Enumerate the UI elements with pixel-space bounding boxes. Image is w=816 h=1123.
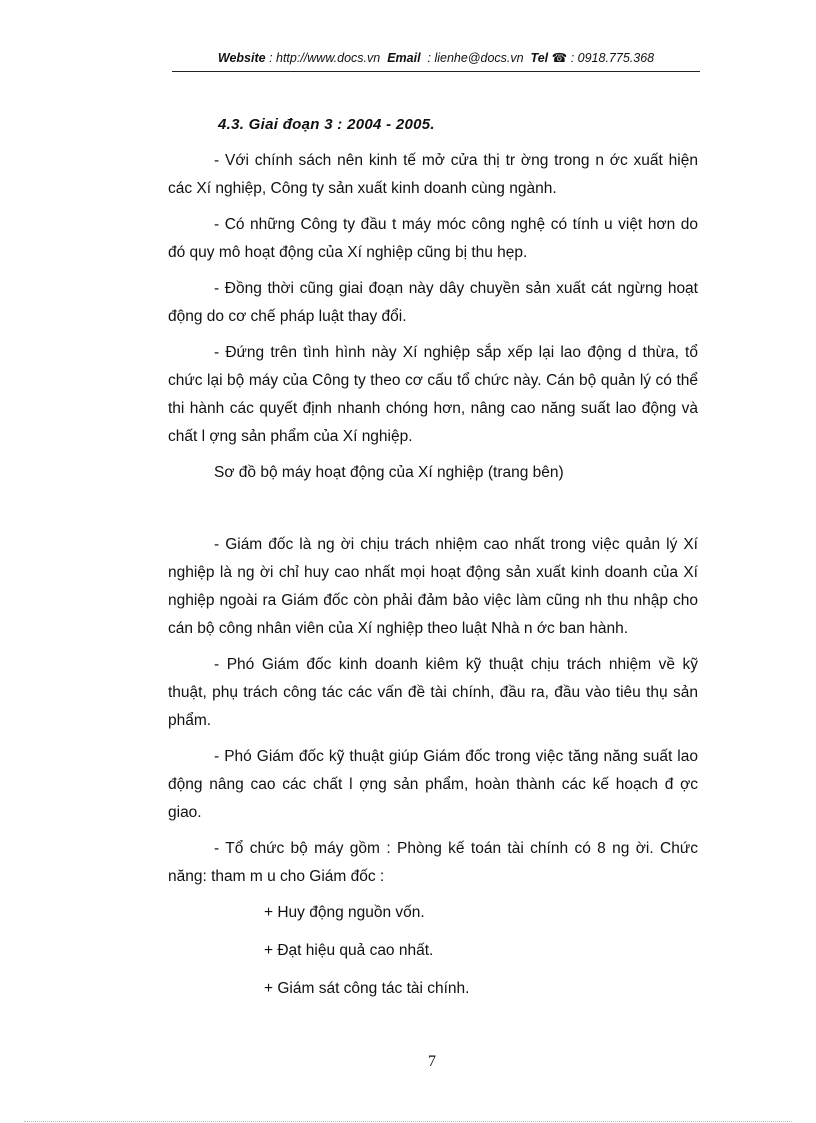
footer-divider — [24, 1121, 792, 1122]
website-value: : http://www.docs.vn — [269, 51, 381, 65]
paragraph: - Đồng thời cũng giai đoạn này dây chuyền sản xuất cát ngừng hoạt động do cơ chế pháp luật thay đổi. — [168, 280, 698, 325]
paragraph: - Có những Công ty đầu t máy móc công nghệ có tính u việt hơn do đó quy mô hoạt động của Xí nghiệp cũng bị thu hẹp. — [168, 216, 698, 261]
paragraph: - Phó Giám đốc kỹ thuật giúp Giám đốc trong việc tăng năng suất lao động nâng cao các chất l ợng sản phẩm, hoàn thành các kế hoạch đ ợc giao. — [168, 748, 698, 821]
document-body — [168, 116, 698, 1013]
paragraph: - Đứng trên tình hình này Xí nghiệp sắp xếp lại lao động d thừa, tổ chức lại bộ máy của Công ty theo cơ cấu tổ chức này. Cán bộ quản lý có thể thi hành các quyết định nhanh chóng hơn, nâng cao năng suất lao động và chất l ợng sản phẩm của Xí nghiệp. — [168, 344, 698, 445]
paragraph: - Với chính sách nên kinh tế mở cửa thị tr ờng trong n ớc xuất hiện các Xí nghiệp, Công ty sản xuất kinh doanh cùng ngành. — [168, 152, 698, 197]
header-divider — [172, 71, 700, 72]
list-item: + Huy động nguồn vốn. — [264, 904, 425, 921]
section-heading: 4.3. Giai đoạn 3 : 2004 - 2005. — [218, 116, 435, 133]
list-item: + Giám sát công tác tài chính. — [264, 980, 470, 997]
paragraph: - Tổ chức bộ máy gồm : Phòng kế toán tài chính có 8 ng ời. Chức năng: tham m u cho Giám đốc : — [168, 840, 698, 885]
function-list — [264, 899, 698, 1003]
phone-icon: ☎ — [551, 51, 568, 65]
tel-label: Tel — [530, 51, 549, 65]
tel-value: : 0918.775.368 — [570, 51, 655, 65]
email-label: Email — [387, 51, 421, 65]
website-label: Website — [217, 51, 266, 65]
paragraph: - Giám đốc là ng ời chịu trách nhiệm cao nhất trong việc quản lý Xí nghiệp là ng ời chỉ huy cao nhất mọi hoạt động sản xuất kinh doanh của Xí nghiệp ngoài ra Giám đốc còn phải đảm bảo việc làm cũng nh thu nhập cho cán bộ công nhân viên của Xí nghiệp theo luật Nhà n ớc ban hành. — [168, 536, 698, 637]
page-number: 7 — [428, 1053, 436, 1070]
diagram-reference: Sơ đồ bộ máy hoạt động của Xí nghiệp (trang bên) — [214, 464, 564, 481]
diagram-gap — [168, 495, 698, 531]
page-header — [172, 50, 700, 65]
email-value: : lienhe@docs.vn — [427, 51, 524, 65]
list-item: + Đạt hiệu quả cao nhất. — [264, 942, 434, 959]
paragraph: - Phó Giám đốc kinh doanh kiêm kỹ thuật chịu trách nhiệm về kỹ thuật, phụ trách công tác các vấn đề tài chính, đầu ra, đầu vào tiêu thụ sản phẩm. — [168, 656, 698, 729]
